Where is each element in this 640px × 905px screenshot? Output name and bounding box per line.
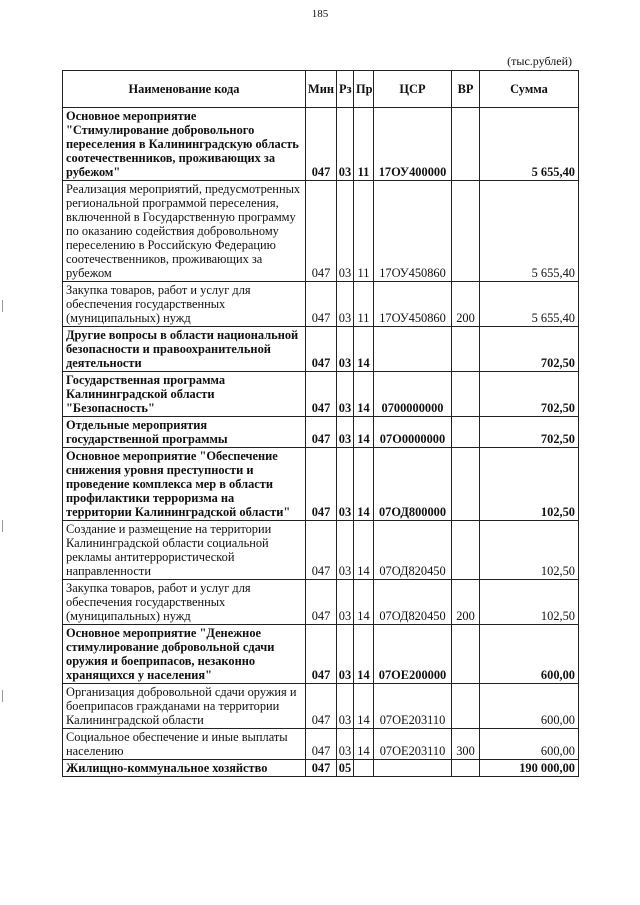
header-pr: Пр (354, 71, 374, 108)
cell-csr: 17ОУ450860 (374, 282, 452, 327)
cell-csr: 07ОЕ200000 (374, 625, 452, 684)
table-row (63, 625, 579, 684)
cell-vr (452, 327, 480, 372)
cell-rz: 03 (337, 684, 354, 729)
cell-csr: 17ОУ450860 (374, 181, 452, 282)
cell-vr (452, 181, 480, 282)
cell-rz: 03 (337, 327, 354, 372)
table-header-row (63, 71, 579, 108)
cell-min: 047 (306, 521, 337, 580)
header-name: Наименование кода (63, 71, 306, 108)
table-row (63, 282, 579, 327)
cell-rz: 03 (337, 580, 354, 625)
header-rz: Рз (337, 71, 354, 108)
cell-name: Основное мероприятие "Стимулирование добровольного переселения в Калининградскую область соотечественников, проживающих за рубежом" (63, 108, 306, 181)
table-row (63, 448, 579, 521)
cell-rz: 03 (337, 729, 354, 760)
table-row (63, 684, 579, 729)
margin-mark (2, 300, 5, 312)
cell-name: Основное мероприятие "Обеспечение снижения уровня преступности и проведение комплекса мер в области профилактики терроризма на территории Калининградской области" (63, 448, 306, 521)
cell-name: Организация добровольной сдачи оружия и боеприпасов гражданами на территории Калининградской области (63, 684, 306, 729)
cell-min: 047 (306, 282, 337, 327)
cell-vr (452, 372, 480, 417)
cell-pr: 14 (354, 684, 374, 729)
cell-sum: 600,00 (480, 625, 579, 684)
cell-pr: 14 (354, 417, 374, 448)
table-row (63, 181, 579, 282)
cell-sum: 5 655,40 (480, 108, 579, 181)
cell-sum: 702,50 (480, 372, 579, 417)
table-row (63, 729, 579, 760)
cell-vr: 300 (452, 729, 480, 760)
budget-table (62, 70, 579, 777)
cell-csr: 07ОД820450 (374, 521, 452, 580)
cell-rz: 03 (337, 417, 354, 448)
cell-vr (452, 625, 480, 684)
table-row (63, 372, 579, 417)
cell-csr: 17ОУ400000 (374, 108, 452, 181)
cell-rz: 03 (337, 282, 354, 327)
cell-sum: 600,00 (480, 684, 579, 729)
header-vr: ВР (452, 71, 480, 108)
header-min: Мин (306, 71, 337, 108)
cell-csr: 07ОЕ203110 (374, 729, 452, 760)
cell-min: 047 (306, 625, 337, 684)
cell-rz: 03 (337, 108, 354, 181)
cell-min: 047 (306, 372, 337, 417)
units-label: (тыс.рублей) (507, 54, 572, 68)
cell-rz: 03 (337, 448, 354, 521)
cell-csr: 07О0000000 (374, 417, 452, 448)
cell-name: Социальное обеспечение и иные выплаты населению (63, 729, 306, 760)
cell-min: 047 (306, 580, 337, 625)
cell-sum: 5 655,40 (480, 181, 579, 282)
cell-name: Реализация мероприятий, предусмотренных региональной программой переселения, включенной в Государственную программу по оказанию содействия добровольному переселению в Российскую Федерацию соотечественников, проживающих за рубежом (63, 181, 306, 282)
cell-pr: 11 (354, 282, 374, 327)
cell-vr (452, 448, 480, 521)
table-row (63, 580, 579, 625)
cell-name: Основное мероприятие "Денежное стимулирование добровольной сдачи оружия и боеприпасов, незаконно хранящихся у населения" (63, 625, 306, 684)
cell-pr: 14 (354, 448, 374, 521)
cell-pr: 14 (354, 729, 374, 760)
cell-pr: 14 (354, 521, 374, 580)
cell-pr: 14 (354, 372, 374, 417)
cell-pr: 14 (354, 625, 374, 684)
cell-name: Закупка товаров, работ и услуг для обеспечения государственных (муниципальных) нужд (63, 580, 306, 625)
cell-name: Государственная программа Калининградской области "Безопасность" (63, 372, 306, 417)
table-row (63, 327, 579, 372)
cell-name: Создание и размещение на территории Калининградской области социальной рекламы антитеррористической направленности (63, 521, 306, 580)
cell-vr (452, 760, 480, 777)
cell-name: Отдельные мероприятия государственной программы (63, 417, 306, 448)
cell-rz: 05 (337, 760, 354, 777)
cell-vr (452, 108, 480, 181)
header-sum: Сумма (480, 71, 579, 108)
table-body (63, 108, 579, 777)
cell-sum: 102,50 (480, 521, 579, 580)
cell-pr (354, 760, 374, 777)
cell-min: 047 (306, 729, 337, 760)
table-row (63, 417, 579, 448)
cell-pr: 14 (354, 580, 374, 625)
cell-min: 047 (306, 448, 337, 521)
cell-sum: 702,50 (480, 417, 579, 448)
cell-csr (374, 327, 452, 372)
cell-min: 047 (306, 417, 337, 448)
cell-vr (452, 417, 480, 448)
cell-rz: 03 (337, 181, 354, 282)
cell-csr: 07ОД820450 (374, 580, 452, 625)
cell-min: 047 (306, 181, 337, 282)
margin-mark (2, 690, 5, 702)
cell-vr (452, 521, 480, 580)
cell-vr (452, 684, 480, 729)
table-row (63, 521, 579, 580)
header-csr: ЦСР (374, 71, 452, 108)
cell-rz: 03 (337, 625, 354, 684)
cell-rz: 03 (337, 372, 354, 417)
cell-csr: 0700000000 (374, 372, 452, 417)
cell-sum: 102,50 (480, 448, 579, 521)
margin-mark (2, 520, 5, 532)
cell-rz: 03 (337, 521, 354, 580)
cell-min: 047 (306, 760, 337, 777)
cell-sum: 5 655,40 (480, 282, 579, 327)
cell-min: 047 (306, 684, 337, 729)
cell-pr: 11 (354, 108, 374, 181)
cell-csr: 07ОД800000 (374, 448, 452, 521)
cell-sum: 102,50 (480, 580, 579, 625)
cell-pr: 14 (354, 327, 374, 372)
cell-vr: 200 (452, 282, 480, 327)
cell-min: 047 (306, 108, 337, 181)
cell-name: Другие вопросы в области национальной безопасности и правоохранительной деятельности (63, 327, 306, 372)
cell-csr: 07ОЕ203110 (374, 684, 452, 729)
cell-csr (374, 760, 452, 777)
cell-min: 047 (306, 327, 337, 372)
page-number: 185 (311, 8, 329, 20)
cell-sum: 190 000,00 (480, 760, 579, 777)
cell-name: Жилищно-коммунальное хозяйство (63, 760, 306, 777)
cell-pr: 11 (354, 181, 374, 282)
table-row (63, 108, 579, 181)
cell-sum: 702,50 (480, 327, 579, 372)
cell-name: Закупка товаров, работ и услуг для обеспечения государственных (муниципальных) нужд (63, 282, 306, 327)
cell-vr: 200 (452, 580, 480, 625)
table-row (63, 760, 579, 777)
cell-sum: 600,00 (480, 729, 579, 760)
